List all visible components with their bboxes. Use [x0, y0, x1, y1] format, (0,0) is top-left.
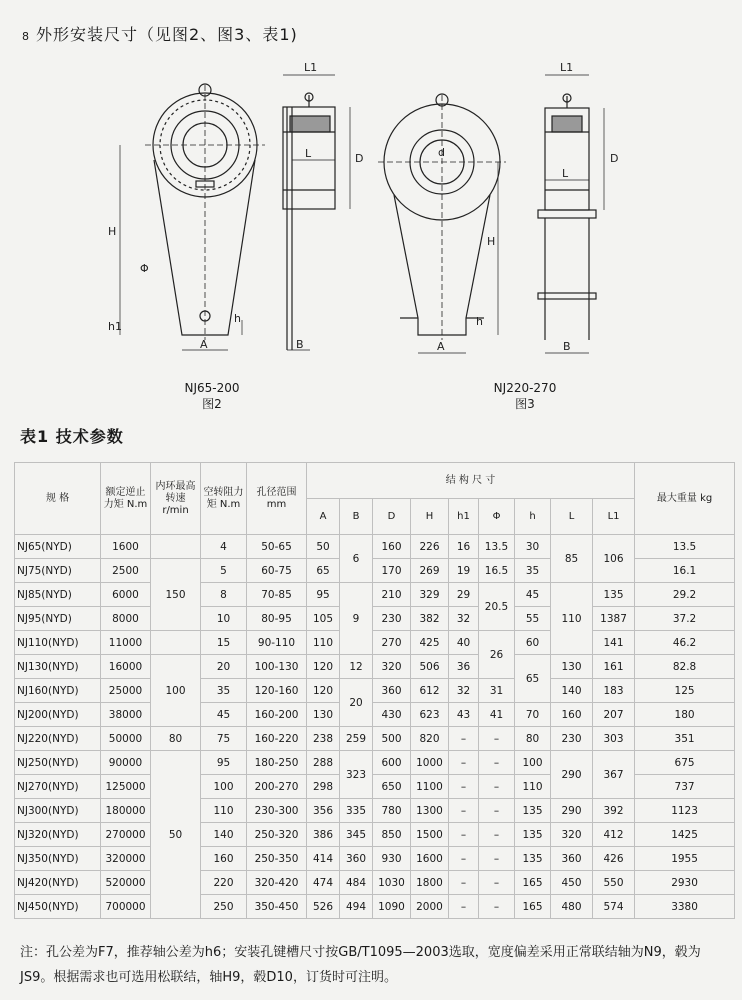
cell-B: 6	[340, 535, 373, 583]
section-heading	[22, 22, 298, 45]
header-structure: 结 构 尺 寸	[307, 463, 635, 499]
cell-torque: 520000	[101, 871, 151, 895]
cell-D: 600	[373, 751, 411, 775]
dim-label-A-fig3: A	[437, 340, 445, 353]
cell-phi: 31	[479, 679, 515, 703]
table-row	[15, 799, 735, 823]
cell-bore: 90-110	[247, 631, 307, 655]
cell-h1: 32	[449, 607, 479, 631]
cell-h: 55	[515, 607, 551, 631]
cell-bore: 160-200	[247, 703, 307, 727]
cell-torque: 125000	[101, 775, 151, 799]
cell-h1: 32	[449, 679, 479, 703]
cell-idle: 75	[201, 727, 247, 751]
cell-idle: 35	[201, 679, 247, 703]
header-col-L: L	[551, 499, 593, 535]
cell-phi: 20.5	[479, 583, 515, 631]
cell-bore: 100-130	[247, 655, 307, 679]
cell-idle: 45	[201, 703, 247, 727]
table-row	[15, 751, 735, 775]
cell-phi: –	[479, 775, 515, 799]
dim-label-L1-fig2: L1	[304, 61, 318, 74]
cell-torque: 8000	[101, 607, 151, 631]
cell-h: 70	[515, 703, 551, 727]
cell-h: 135	[515, 799, 551, 823]
header-col-h: h	[515, 499, 551, 535]
cell-idle: 5	[201, 559, 247, 583]
cell-weight: 13.5	[635, 535, 735, 559]
fig2-model-range: NJ65-200	[184, 381, 240, 395]
cell-weight: 351	[635, 727, 735, 751]
cell-A: 130	[307, 703, 340, 727]
cell-h1: 40	[449, 631, 479, 655]
cell-D: 170	[373, 559, 411, 583]
cell-L1: 392	[593, 799, 635, 823]
cell-model: NJ85(NYD)	[15, 583, 101, 607]
cell-h: 35	[515, 559, 551, 583]
cell-h: 30	[515, 535, 551, 559]
cell-H: 1100	[411, 775, 449, 799]
cell-L1: 426	[593, 847, 635, 871]
cell-A: 414	[307, 847, 340, 871]
cell-D: 270	[373, 631, 411, 655]
table-row	[15, 727, 735, 751]
cell-idle: 100	[201, 775, 247, 799]
cell-H: 226	[411, 535, 449, 559]
cell-model: NJ200(NYD)	[15, 703, 101, 727]
dim-label-phi-fig2: Φ	[140, 262, 149, 275]
cell-torque: 25000	[101, 679, 151, 703]
cell-phi: 13.5	[479, 535, 515, 559]
cell-D: 430	[373, 703, 411, 727]
table-row	[15, 895, 735, 919]
cell-L: 130	[551, 655, 593, 679]
table-row	[15, 871, 735, 895]
cell-B: 259	[340, 727, 373, 751]
cell-h: 60	[515, 631, 551, 655]
cell-h1: –	[449, 751, 479, 775]
cell-L1: 183	[593, 679, 635, 703]
cell-model: NJ270(NYD)	[15, 775, 101, 799]
cell-h: 135	[515, 823, 551, 847]
header-col-D: D	[373, 499, 411, 535]
cell-H: 506	[411, 655, 449, 679]
cell-h1: 16	[449, 535, 479, 559]
cell-D: 650	[373, 775, 411, 799]
dim-label-H-fig2: H	[108, 225, 117, 238]
cell-weight: 1425	[635, 823, 735, 847]
cell-L: 110	[551, 583, 593, 655]
header-col-B: B	[340, 499, 373, 535]
cell-D: 1030	[373, 871, 411, 895]
cell-H: 269	[411, 559, 449, 583]
cell-h1: –	[449, 823, 479, 847]
cell-idle: 95	[201, 751, 247, 775]
cell-L: 320	[551, 823, 593, 847]
cell-h1: –	[449, 871, 479, 895]
cell-bore: 350-450	[247, 895, 307, 919]
cell-torque: 2500	[101, 559, 151, 583]
cell-B: 360	[340, 847, 373, 871]
cell-torque: 320000	[101, 847, 151, 871]
header-torque: 额定逆止力矩 N.m	[101, 463, 151, 535]
cell-bore: 120-160	[247, 679, 307, 703]
cell-A: 50	[307, 535, 340, 559]
cell-L1: 412	[593, 823, 635, 847]
cell-bore: 160-220	[247, 727, 307, 751]
dim-label-B-fig3: B	[563, 340, 571, 353]
cell-A: 65	[307, 559, 340, 583]
cell-torque: 700000	[101, 895, 151, 919]
header-col-A: A	[307, 499, 340, 535]
cell-model: NJ420(NYD)	[15, 871, 101, 895]
dim-label-h1-fig2: h1	[108, 320, 122, 333]
cell-A: 120	[307, 655, 340, 679]
cell-L: 480	[551, 895, 593, 919]
cell-D: 780	[373, 799, 411, 823]
dim-label-A-fig2: A	[200, 338, 208, 351]
cell-idle: 20	[201, 655, 247, 679]
fig2-caption: 图2	[202, 397, 222, 411]
cell-h1: –	[449, 847, 479, 871]
cell-model: NJ110(NYD)	[15, 631, 101, 655]
cell-L: 360	[551, 847, 593, 871]
cell-model: NJ220(NYD)	[15, 727, 101, 751]
cell-L: 230	[551, 727, 593, 751]
cell-speed: 100	[151, 655, 201, 727]
cell-L1: 106	[593, 535, 635, 583]
dim-label-B-fig2: B	[296, 338, 304, 351]
cell-h1: –	[449, 727, 479, 751]
cell-h1: 43	[449, 703, 479, 727]
cell-phi: –	[479, 823, 515, 847]
cell-weight: 3380	[635, 895, 735, 919]
cell-phi: –	[479, 751, 515, 775]
cell-D: 850	[373, 823, 411, 847]
cell-B: 12	[340, 655, 373, 679]
cell-torque: 50000	[101, 727, 151, 751]
cell-L: 160	[551, 703, 593, 727]
dim-label-L-fig3: L	[562, 167, 569, 180]
cell-h1: –	[449, 775, 479, 799]
cell-phi: –	[479, 871, 515, 895]
cell-bore: 60-75	[247, 559, 307, 583]
cell-idle: 15	[201, 631, 247, 655]
cell-phi: 16.5	[479, 559, 515, 583]
cell-L: 290	[551, 751, 593, 799]
cell-bore: 320-420	[247, 871, 307, 895]
cell-B: 494	[340, 895, 373, 919]
cell-idle: 8	[201, 583, 247, 607]
cell-h1: –	[449, 895, 479, 919]
cell-idle: 220	[201, 871, 247, 895]
cell-B: 20	[340, 679, 373, 727]
cell-h: 135	[515, 847, 551, 871]
cell-idle: 140	[201, 823, 247, 847]
fig2-caption-block	[172, 381, 252, 412]
cell-weight: 29.2	[635, 583, 735, 607]
dim-label-d-fig3: d	[438, 146, 445, 159]
cell-bore: 200-270	[247, 775, 307, 799]
cell-H: 1000	[411, 751, 449, 775]
cell-bore: 70-85	[247, 583, 307, 607]
cell-H: 1500	[411, 823, 449, 847]
cell-D: 320	[373, 655, 411, 679]
cell-H: 1800	[411, 871, 449, 895]
cell-h: 100	[515, 751, 551, 775]
section-title: 外形安装尺寸（见图2、图3、表1)	[36, 25, 298, 44]
cell-L1: 367	[593, 751, 635, 799]
cell-model: NJ130(NYD)	[15, 655, 101, 679]
cell-A: 298	[307, 775, 340, 799]
cell-speed: 80	[151, 727, 201, 751]
cell-weight: 180	[635, 703, 735, 727]
cell-L: 140	[551, 679, 593, 703]
cell-A: 356	[307, 799, 340, 823]
cell-H: 425	[411, 631, 449, 655]
cell-D: 500	[373, 727, 411, 751]
cell-speed	[151, 535, 201, 559]
cell-torque: 1600	[101, 535, 151, 559]
cell-B: 484	[340, 871, 373, 895]
table-row	[15, 847, 735, 871]
header-col-L1: L1	[593, 499, 635, 535]
cell-weight: 37.2	[635, 607, 735, 631]
cell-L1: 550	[593, 871, 635, 895]
cell-idle: 250	[201, 895, 247, 919]
cell-speed	[151, 631, 201, 655]
cell-H: 382	[411, 607, 449, 631]
cell-torque: 270000	[101, 823, 151, 847]
footnote: 注：孔公差为F7，推荐轴公差为h6；安装孔键槽尺寸按GB/T1095—2003选取，宽度偏差采用正常联结轴为N9，毂为JS9。根据需求也可选用松联结，轴H9，毂D10，订货时可注明。	[20, 945, 701, 985]
cell-h: 45	[515, 583, 551, 607]
table-row	[15, 679, 735, 703]
table-row	[15, 535, 735, 559]
cell-A: 288	[307, 751, 340, 775]
cell-D: 360	[373, 679, 411, 703]
cell-torque: 11000	[101, 631, 151, 655]
cell-h: 65	[515, 655, 551, 703]
cell-D: 230	[373, 607, 411, 631]
fig2-side-view	[283, 93, 335, 350]
cell-model: NJ300(NYD)	[15, 799, 101, 823]
cell-A: 110	[307, 631, 340, 655]
cell-h1: 19	[449, 559, 479, 583]
header-bore: 孔径范围 mm	[247, 463, 307, 535]
cell-model: NJ450(NYD)	[15, 895, 101, 919]
cell-D: 160	[373, 535, 411, 559]
dim-label-D-fig2: D	[355, 152, 364, 165]
cell-torque: 6000	[101, 583, 151, 607]
cell-L1: 207	[593, 703, 635, 727]
spec-table	[14, 462, 735, 919]
fig3-model-range: NJ220-270	[493, 381, 557, 395]
cell-h1: 29	[449, 583, 479, 607]
header-speed: 内环最高转速 r/min	[151, 463, 201, 535]
cell-weight: 675	[635, 751, 735, 775]
dim-label-D-fig3: D	[610, 152, 619, 165]
cell-torque: 38000	[101, 703, 151, 727]
section-number: 8	[22, 30, 30, 43]
cell-weight: 46.2	[635, 631, 735, 655]
technical-drawings	[0, 50, 742, 420]
cell-model: NJ75(NYD)	[15, 559, 101, 583]
dim-label-L1-fig3: L1	[560, 61, 574, 74]
fig3-side-view	[538, 94, 596, 340]
cell-idle: 4	[201, 535, 247, 559]
cell-L1: 303	[593, 727, 635, 751]
cell-bore: 50-65	[247, 535, 307, 559]
cell-weight: 125	[635, 679, 735, 703]
cell-h1: –	[449, 799, 479, 823]
cell-idle: 160	[201, 847, 247, 871]
cell-D: 930	[373, 847, 411, 871]
cell-phi: –	[479, 727, 515, 751]
cell-L: 290	[551, 799, 593, 823]
fig3-caption: 图3	[515, 397, 535, 411]
cell-phi: –	[479, 895, 515, 919]
cell-weight: 2930	[635, 871, 735, 895]
cell-weight: 737	[635, 775, 735, 799]
cell-L1: 574	[593, 895, 635, 919]
cell-L1: 141	[593, 631, 635, 655]
cell-A: 526	[307, 895, 340, 919]
table-row	[15, 703, 735, 727]
cell-bore: 250-320	[247, 823, 307, 847]
dim-label-h-fig2: h	[234, 312, 241, 325]
cell-L: 450	[551, 871, 593, 895]
cell-h: 110	[515, 775, 551, 799]
cell-weight: 1955	[635, 847, 735, 871]
fig3-caption-block	[485, 381, 565, 412]
cell-model: NJ95(NYD)	[15, 607, 101, 631]
cell-L1: 161	[593, 655, 635, 679]
cell-bore: 230-300	[247, 799, 307, 823]
cell-bore: 80-95	[247, 607, 307, 631]
header-idle-torque: 空转阻力矩 N.m	[201, 463, 247, 535]
cell-A: 105	[307, 607, 340, 631]
cell-H: 2000	[411, 895, 449, 919]
cell-H: 612	[411, 679, 449, 703]
cell-torque: 16000	[101, 655, 151, 679]
cell-A: 474	[307, 871, 340, 895]
cell-phi: 26	[479, 631, 515, 679]
cell-h: 165	[515, 871, 551, 895]
cell-model: NJ350(NYD)	[15, 847, 101, 871]
cell-weight: 82.8	[635, 655, 735, 679]
header-weight: 最大重量 kg	[635, 463, 735, 535]
cell-torque: 90000	[101, 751, 151, 775]
cell-B: 323	[340, 751, 373, 799]
table-row	[15, 655, 735, 679]
cell-B: 9	[340, 583, 373, 655]
dim-label-L-fig2: L	[305, 147, 312, 160]
cell-phi: –	[479, 847, 515, 871]
table-row	[15, 607, 735, 631]
cell-bore: 180-250	[247, 751, 307, 775]
cell-H: 1300	[411, 799, 449, 823]
cell-h: 165	[515, 895, 551, 919]
cell-model: NJ160(NYD)	[15, 679, 101, 703]
cell-speed: 50	[151, 751, 201, 919]
cell-bore: 250-350	[247, 847, 307, 871]
cell-A: 238	[307, 727, 340, 751]
cell-A: 386	[307, 823, 340, 847]
table-row	[15, 631, 735, 655]
header-model: 规 格	[15, 463, 101, 535]
fig3-front-view	[378, 94, 506, 340]
table-title: 表1 技术参数	[20, 427, 124, 446]
header-col-H: H	[411, 499, 449, 535]
cell-model: NJ320(NYD)	[15, 823, 101, 847]
cell-D: 1090	[373, 895, 411, 919]
cell-B: 345	[340, 823, 373, 847]
table-row	[15, 583, 735, 607]
cell-L1: 135	[593, 583, 635, 607]
cell-H: 820	[411, 727, 449, 751]
fig2-front-view	[145, 84, 265, 340]
cell-idle: 110	[201, 799, 247, 823]
cell-torque: 180000	[101, 799, 151, 823]
cell-weight: 16.1	[635, 559, 735, 583]
cell-H: 623	[411, 703, 449, 727]
cell-model: NJ250(NYD)	[15, 751, 101, 775]
header-col-phi: Φ	[479, 499, 515, 535]
cell-B: 335	[340, 799, 373, 823]
cell-A: 120	[307, 679, 340, 703]
header-col-h1: h1	[449, 499, 479, 535]
cell-D: 210	[373, 583, 411, 607]
cell-L: 85	[551, 535, 593, 583]
cell-phi: –	[479, 799, 515, 823]
cell-A: 95	[307, 583, 340, 607]
cell-H: 329	[411, 583, 449, 607]
cell-weight: 1123	[635, 799, 735, 823]
dim-label-H-fig3: H	[487, 235, 496, 248]
cell-phi: 41	[479, 703, 515, 727]
cell-h1: 36	[449, 655, 479, 679]
cell-h: 80	[515, 727, 551, 751]
cell-idle: 10	[201, 607, 247, 631]
cell-L1: 1387	[593, 607, 635, 631]
dim-label-h-fig3: h	[476, 315, 483, 328]
cell-speed: 150	[151, 559, 201, 631]
cell-model: NJ65(NYD)	[15, 535, 101, 559]
table-row	[15, 823, 735, 847]
cell-H: 1600	[411, 847, 449, 871]
